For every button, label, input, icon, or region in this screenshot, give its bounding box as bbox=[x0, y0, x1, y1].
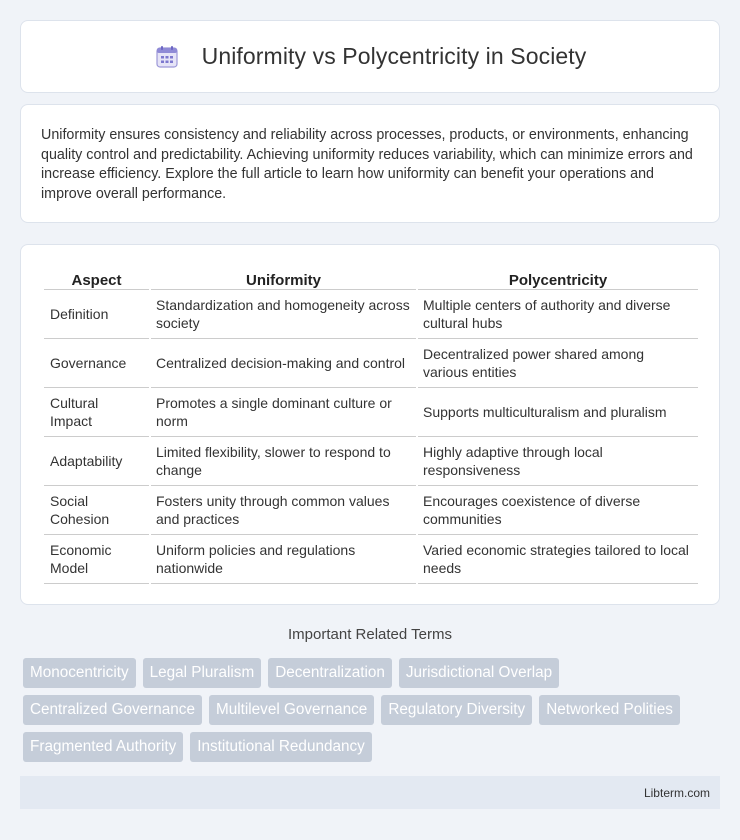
calendar-icon bbox=[154, 44, 180, 70]
related-terms-title: Important Related Terms bbox=[288, 626, 452, 643]
table-cell-polycentricity: Varied economic strategies tailored to local needs bbox=[418, 535, 698, 584]
related-term-tag[interactable]: Regulatory Diversity bbox=[381, 695, 532, 725]
table-cell-polycentricity: Supports multiculturalism and pluralism bbox=[418, 388, 698, 437]
column-header-uniformity: Uniformity bbox=[151, 265, 416, 290]
related-term-tag[interactable]: Fragmented Authority bbox=[23, 732, 183, 762]
table-cell-polycentricity: Decentralized power shared among various entities bbox=[418, 339, 698, 388]
table-cell-aspect: Governance bbox=[44, 339, 149, 388]
intro-card bbox=[20, 104, 720, 223]
table-cell-aspect: Social Cohesion bbox=[44, 486, 149, 535]
table-row bbox=[44, 388, 698, 437]
related-term-tag[interactable]: Decentralization bbox=[268, 658, 392, 688]
table-cell-uniformity: Limited flexibility, slower to respond to change bbox=[151, 437, 416, 486]
table-row bbox=[44, 535, 698, 584]
table-row bbox=[44, 486, 698, 535]
related-terms-list bbox=[23, 658, 723, 762]
page-title: Uniformity vs Polycentricity in Society bbox=[201, 43, 587, 69]
header-card bbox=[20, 20, 720, 93]
table-cell-aspect: Definition bbox=[44, 290, 149, 339]
table-cell-aspect: Adaptability bbox=[44, 437, 149, 486]
related-term-tag[interactable]: Institutional Redundancy bbox=[190, 732, 372, 762]
related-term-tag[interactable]: Monocentricity bbox=[23, 658, 136, 688]
table-cell-aspect: Cultural Impact bbox=[44, 388, 149, 437]
table-cell-uniformity: Fosters unity through common values and practices bbox=[151, 486, 416, 535]
comparison-table-card bbox=[20, 244, 720, 605]
table-cell-uniformity: Standardization and homogeneity across society bbox=[151, 290, 416, 339]
table-row bbox=[44, 290, 698, 339]
table-cell-uniformity: Centralized decision-making and control bbox=[151, 339, 416, 388]
table-row bbox=[44, 339, 698, 388]
table-cell-uniformity: Uniform policies and regulations nationwide bbox=[151, 535, 416, 584]
related-term-tag[interactable]: Jurisdictional Overlap bbox=[399, 658, 559, 688]
related-term-tag[interactable]: Legal Pluralism bbox=[143, 658, 262, 688]
footer-site-link[interactable]: Libterm.com bbox=[643, 786, 710, 800]
footer bbox=[20, 776, 720, 809]
comparison-table bbox=[42, 265, 700, 584]
related-term-tag[interactable]: Networked Polities bbox=[539, 695, 680, 725]
column-header-polycentricity: Polycentricity bbox=[418, 265, 698, 290]
table-cell-polycentricity: Encourages coexistence of diverse communities bbox=[418, 486, 698, 535]
table-cell-polycentricity: Highly adaptive through local responsiveness bbox=[418, 437, 698, 486]
table-row bbox=[44, 437, 698, 486]
table-header-row bbox=[44, 265, 698, 290]
related-term-tag[interactable]: Multilevel Governance bbox=[209, 695, 374, 725]
table-cell-uniformity: Promotes a single dominant culture or norm bbox=[151, 388, 416, 437]
column-header-aspect: Aspect bbox=[44, 265, 149, 290]
related-term-tag[interactable]: Centralized Governance bbox=[23, 695, 202, 725]
intro-text: Uniformity ensures consistency and reliability across processes, products, or environments, enhancing quality control and predictability. Achieving uniformity reduces variability, which can minimize errors and increase efficiency. Explore the full article to learn how uniformity can benefit your operations and improve overall performance. bbox=[41, 127, 693, 202]
table-cell-polycentricity: Multiple centers of authority and diverse cultural hubs bbox=[418, 290, 698, 339]
table-cell-aspect: Economic Model bbox=[44, 535, 149, 584]
